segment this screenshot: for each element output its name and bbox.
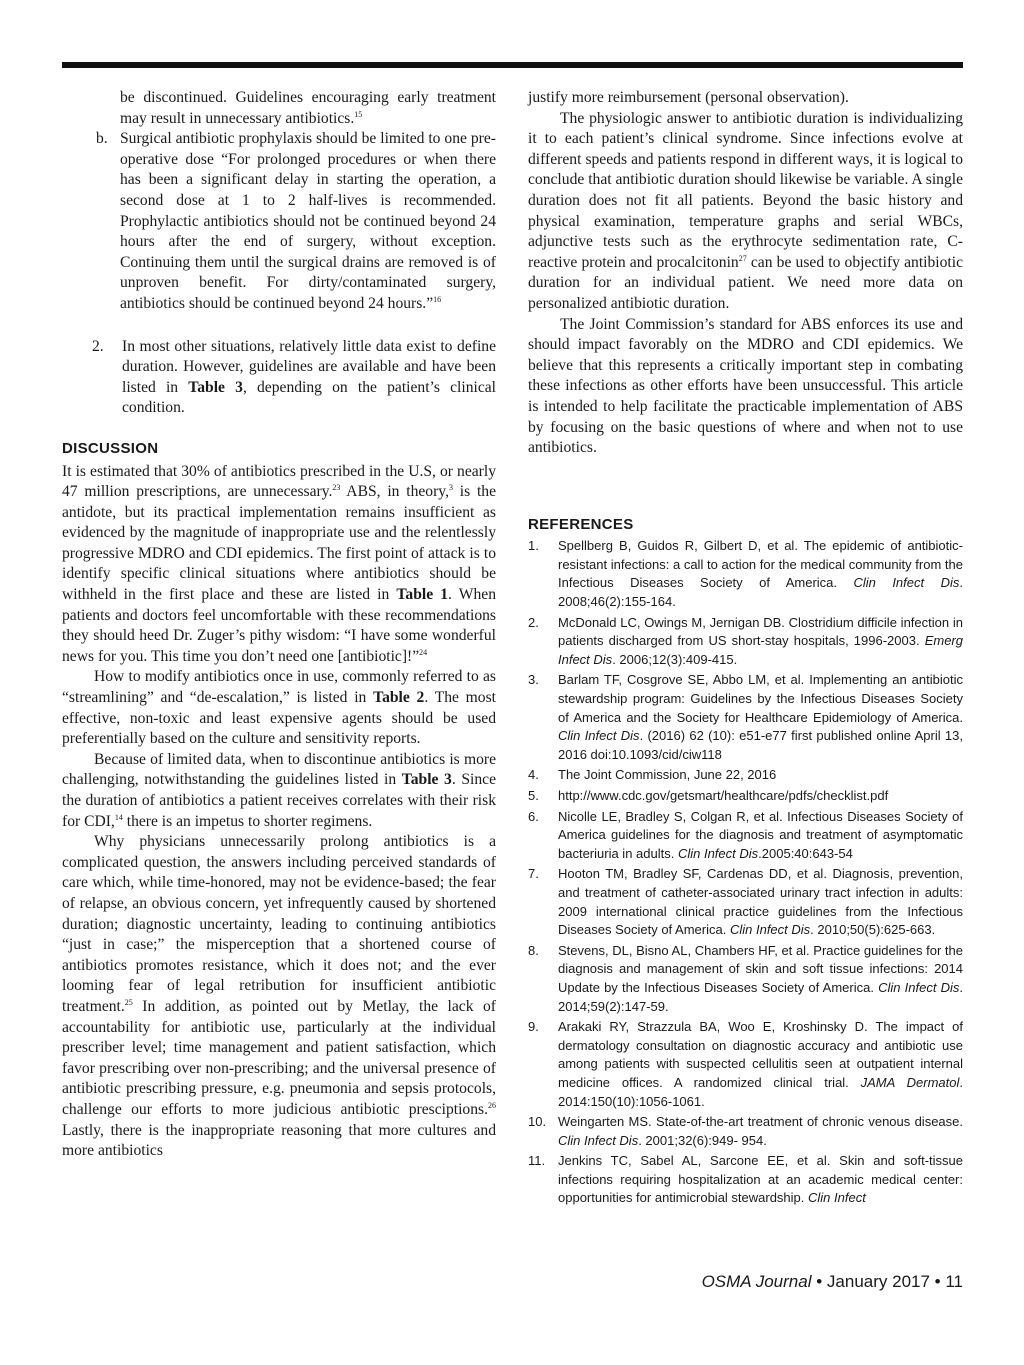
reference-item [528,808,963,864]
left-column [62,88,496,1162]
reference-number: 10. [528,1114,547,1130]
reference-item [528,614,963,670]
reference-number: 2. [528,614,539,630]
discussion-paragraph-7: The Joint Commission’s standard for ABS enforces its use and should impact favorably on the MDRO and CDI epidemics. We believe that this represents a critically important step in combating these infections as other efforts have been unsuccessful. This article is intended to help facilitate the practicable implementation of ABS by focusing on the basic questions of where and when not to use antibiotics. [528,315,963,457]
reference-number: 8. [528,942,539,958]
list-item-2-label: 2. [92,337,104,355]
sub-list [92,88,496,315]
discussion-paragraph-1: It is estimated that 30% of antibiotics prescribed in the U.S, or nearly 47 million prescriptions, are unnecessary.$^{23}$ ABS, in theory,$^3$ is the antidote, but its practical implementation remains insufficient as evidenced by the magnitude of inappropriate use and the relentlessly progressive MDRO and CDI epidemics. The first point of attack is to identify specific clinical situations where antibiotics should be withheld in the first place and these are listed in Table 1. When patients and doctors feel uncomfortable with these recommendations they should heed Dr. Zuger’s pithy wisdom: “I have some wonderful news for you. This time you don’t need one [antibiotic]!”$^{24}$ [62,462,496,665]
page-footer: OSMA Journal • January 2017 • 11 [701,1272,963,1291]
footer-journal: OSMA Journal [701,1272,812,1291]
reference-item [528,865,963,939]
reference-text: Weingarten MS. State-of-the-art treatment of chronic venous disease. Clin Infect Dis. 2001;32(6):949- 954. [558,1114,963,1148]
references-section [528,515,963,1208]
references-heading: REFERENCES [528,515,634,533]
reference-text: Jenkins TC, Sabel AL, Sarcone EE, et al. Skin and soft-tissue infections requiring hospitalization at an academic medical center: opportunities for antimicrobial stewardship. Clin Infect [558,1153,963,1206]
reference-text: Arakaki RY, Strazzula BA, Woo E, Kroshinsky D. The impact of dermatology consultation on diagnostic accuracy and antibiotic use among patients with suspected cellulitis seen at outpatient internal medicine offices. A randomized clinical trial. JAMA Dermatol. 2014:150(10):1056-1061. [558,1019,963,1109]
reference-number: 1. [528,538,539,554]
reference-text: Spellberg B, Guidos R, Gilbert D, et al. The epidemic of antibiotic-resistant infections: a call to action for the medical community from the Infectious Diseases Society of America. Clin Infect Dis. 2008;46(2):155-164. [558,538,963,610]
reference-number: 6. [528,808,539,824]
reference-text: Hooton TM, Bradley SF, Cardenas DD, et al. Diagnosis, prevention, and treatment of catheter-associated urinary tract infection in adults: 2009 international clinical practice guidelines from the Infectious Diseases Society of America. Clin Infect Dis. 2010;50(5):625-663. [558,866,963,938]
discussion-paragraph-2: How to modify antibiotics once in use, commonly referred to as “streamlining” and “de-escalation,” is listed in Table 2. The most effective, non-toxic and least expensive agents should be used preferentially based on the culture and sensitivity reports. [62,668,497,748]
discussion-heading: DISCUSSION [62,439,159,457]
list-item-b-text: Surgical antibiotic prophylaxis should be limited to one pre-operative dose “For prolonged procedures or when there has been a significant delay in starting the operation, a second dose at 1 to 2 half-lives is recommended. Prophylactic antibiotics should not be continued beyond 24 hours after the end of surgery, without exception. Continuing them until the surgical drains are removed is of unproven benefit. For dirty/contaminated surgery, antibiotics should be continued beyond 24 hours.”$^{16}$ [120,130,496,312]
list-item-b-label: b. [96,130,108,148]
discussion-paragraph-6: The physiologic answer to antibiotic duration is individualizing it to each patient’s clinical syndrome. Since infections evolve at different speeds and patients respond in different ways, it is logical to conclude that antibiotic duration should likewise be variable. A single duration does not fit all patients. Beyond the basic history and physical examination, temperature graphs and serial WBCs, adjunctive tests such as the erythrocyte sedimentation rate, C-reactive protein and procalcitonin$^{27}$ can be used to objectify antibiotic duration for an individual patient. We need more data on personalized antibiotic duration. [528,109,963,312]
reference-text: McDonald LC, Owings M, Jernigan DB. Clostridium difficile infection in patients discharged from US short-stay hospitals, 1996-2003. Emerg Infect Dis. 2006;12(3):409-415. [558,614,963,667]
top-rule [62,62,963,68]
reference-number: 5. [528,788,539,803]
reference-item [528,787,963,806]
list-item-2-text: In most other situations, relatively little data exist to define duration. However, guidelines are available and have been listed in Table 3, depending on the patient’s clinical condition. [122,337,497,417]
reference-item [528,1152,963,1208]
discussion-paragraph-4: Why physicians unnecessarily prolong antibiotics is a complicated question, the answers including perceived standards of care which, while time-honored, may not be evidence-based; the fear of relapse, an obvious concern, yet infrequently caused by shortened duration; diagnostic uncertainty, leading to continuing antibiotics “just in case;” the misperception that a shortened course of antibiotics promotes resistance, which it does not; and the ever looming fear of legal retribution for insufficient antibiotic treatment.$^{25}$ In addition, as pointed out by Metlay, the lack of accountability for antibiotic use, particularly at the individual prescriber level; time management and patient satisfaction, which favor prescribing over non-prescribing; and the universal presence of antibiotic prescribing pressure, e.g. pneumonia and sepsis protocols, challenge our efforts to more judicious antibiotic presciptions.$^{26}$ Lastly, there is the inappropriate reasoning that more cultures and more antibiotics [62,833,496,1160]
reference-number: 3. [528,672,539,688]
list-item-a [92,88,496,129]
reference-item [528,942,963,1016]
reference-item [528,671,963,764]
reference-text: Stevens, DL, Bisno AL, Chambers HF, et al. Practice guidelines for the diagnosis and management of skin and soft tissue infections: 2014 Update by the Infectious Diseases Society of America. Clin Infect Dis. 2014;59(2):147-59. [558,942,963,1014]
list-item-b [92,129,496,314]
reference-list [528,537,963,1208]
reference-number: 11. [528,1153,546,1169]
reference-item [528,1113,963,1150]
footer-date: January 2017 [826,1272,930,1291]
right-column [528,88,963,1210]
footer-page-number: 11 [945,1272,963,1291]
discussion-paragraph-3: Because of limited data, when to discontinue antibiotics is more challenging, notwithstanding the guidelines listed in Table 3. Since the duration of antibiotics a patient receives correlates with their risk for CDI,$^{14}$ there is an impetus to shorter regimens. [62,750,496,830]
reference-text: Barlam TF, Cosgrove SE, Abbo LM, et al. Implementing an antibiotic stewardship program: Guidelines by the Infectious Diseases Society of America and the Society for Healthcare Epidemiology of America. Clin Infect Dis. (2016) 62 (10): e51-e77 first published online April 13, 2016 doi:10.1093/cid/ciw118 [558,672,963,762]
reference-item [528,1018,963,1111]
discussion-paragraph-5: justify more reimbursement (personal observation). [528,89,849,106]
reference-number: 4. [528,767,539,783]
reference-number: 9. [528,1019,539,1035]
reference-text: The Joint Commission, June 22, 2016 [558,767,777,783]
list-item-2 [62,337,496,419]
list-item-a-text: be discontinued. Guidelines encouraging early treatment may result in unnecessary antibiotics.$^{15}$ [120,89,496,127]
reference-item [528,537,963,611]
reference-text: http://www.cdc.gov/getsmart/healthcare/pdfs/checklist.pdf [558,788,889,803]
reference-item [528,766,963,785]
reference-number: 7. [528,866,539,882]
reference-text: Nicolle LE, Bradley S, Colgan R, et al. Infectious Diseases Society of America guidelines for the diagnosis and treatment of asymptomatic bacteriuria in adults. Clin Infect Dis.2005:40:643-54 [558,808,963,861]
